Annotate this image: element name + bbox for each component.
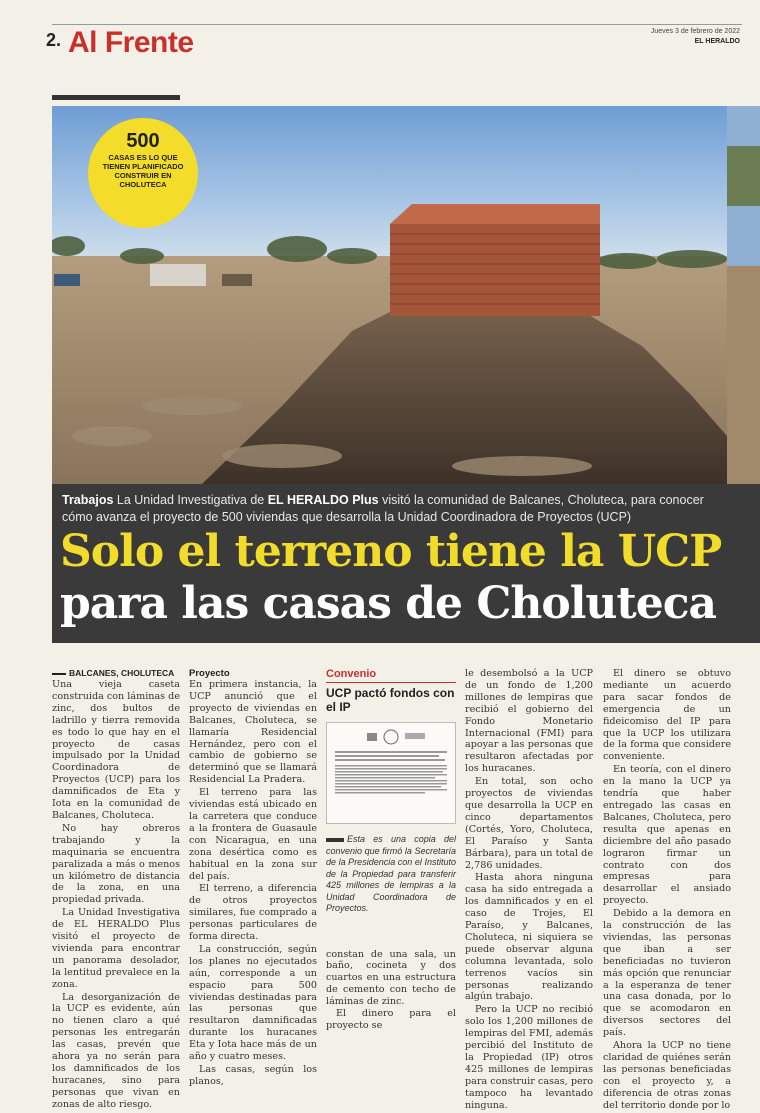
paragraph: El terreno para las viviendas está ubicado en la carretera que conduce a la frontera de Guasaule con Nicaragua, en una zona desértica como es habitual en la zona sur del país. bbox=[189, 787, 317, 882]
sidebar-rule bbox=[326, 682, 456, 683]
section-title: Al Frente bbox=[68, 26, 194, 59]
article-column-4 bbox=[465, 668, 593, 1113]
paragraph: Una vieja caseta construida con láminas de zinc, dos bultos de ladrillo y tierra removida es todo lo que hay en el proyecto de casas impulsado por la Unidad Coordinadora de Proyectos (UCP) para los damnificados de Eta y Iota en la comunidad de Balcanes, Choluteca. bbox=[52, 679, 180, 821]
paragraph: constan de una sala, un baño, cocineta y dos cuartos en una estructura de cemento con techo de láminas de zinc. bbox=[326, 948, 456, 1008]
adjacent-photo-strip bbox=[727, 106, 760, 484]
paragraph: El dinero se obtuvo mediante un acuerdo para sacar fondos de emergencia de un fideicomiso del IP para que la UCP los utilizara de la forma que considere conveniente. bbox=[603, 668, 731, 763]
paragraph: La Unidad Investigativa de EL HERALDO Plus visitó el proyecto de vivienda para encontrar un panorama desolador, la lentitud prevalece en la zona. bbox=[52, 907, 180, 990]
page-number: 2. bbox=[46, 30, 62, 50]
paragraph: Debido a la demora en la construcción de las viviendas, las personas que iban a ser beneficiadas no tuvieron más opción que renunciar a la esperanza de tener una casa donada, por lo que se acomodaron en diversos sectores del país. bbox=[603, 908, 731, 1039]
sidebar-convenio bbox=[326, 668, 456, 1032]
caption-marker bbox=[326, 838, 344, 842]
article-column-2 bbox=[189, 668, 317, 1089]
stat-number: 500 bbox=[126, 130, 160, 152]
paragraph: En teoría, con el dinero en la mano la UCP ya tendría que haber entregado las casas en Balcanes, Choluteca, pero resulta que apenas en diciembre del año pasado lograron firmar un contrato con dos empresas para desarrollar el ansiado proyecto. bbox=[603, 764, 731, 907]
paragraph: Pero la UCP no recibió solo los 1,200 millones de lempiras del FMI, además percibió del Instituto de la Propiedad (IP) otros 425 millones de lempiras para construir casas, pero tampoco ha levantado ninguna. bbox=[465, 1004, 593, 1111]
dateline bbox=[52, 668, 180, 678]
paragraph: No hay obreros trabajando y la maquinaria se encuentra paralizada a más o menos un kilómetro de distancia de la zona, en una propiedad privada. bbox=[52, 822, 180, 906]
header-rule bbox=[52, 24, 742, 25]
sidebar-title: UCP pactó fondos con el IP bbox=[326, 686, 455, 714]
stat-text: CASAS ES LO QUE TIENEN PLANIFICADO CONSTRUIR EN CHOLUTECA bbox=[102, 153, 184, 189]
article-column-1 bbox=[52, 668, 180, 1112]
publication-date: Jueves 3 de febrero de 2022 bbox=[650, 28, 740, 35]
deck-text-b: visitó la comunidad de Balcanes, Choluteca, para conocer cómo avanza el proyecto de 500 viviendas que desarrolla la Unidad Coordinadora de Proyectos (UCP) bbox=[62, 493, 704, 524]
sidebar-caption bbox=[326, 834, 456, 915]
paragraph: Hasta ahora ninguna casa ha sido entregada a los damnificados y en el caso de Trojes, El Paraíso, y Balcanes, Choluteca, ni siquiera se puede observar alguna columna levantada, solo terrenos vacíos sin personas realizando algún trabajo. bbox=[465, 872, 593, 1003]
deck-kicker: Trabajos bbox=[62, 493, 114, 507]
newspaper-name: EL HERALDO bbox=[694, 38, 740, 45]
paragraph: El terreno, a diferencia de otros proyectos similares, fue comprado a personas particulares de forma directa. bbox=[189, 883, 317, 943]
headline-line-2: para las casas de Choluteca bbox=[60, 578, 717, 629]
paragraph: El dinero para el proyecto se bbox=[326, 1008, 456, 1031]
paragraph: Las casas, según los planos, bbox=[189, 1064, 317, 1087]
caption-text: Esta es una copia del convenio que firmó la Secretaría de la Presidencia con el Instituto de la Propiedad para transferir 425 millones de lempiras a la Unidad Coordinadora de Proyectos. bbox=[326, 834, 456, 913]
deck-text bbox=[62, 492, 722, 526]
sidebar-continuation bbox=[326, 949, 456, 1032]
sidebar-kicker: Convenio bbox=[326, 668, 377, 680]
paragraph: Ahora la UCP no tiene claridad de quiénes serán las personas beneficiadas con el proyecto y, a diferencia de otras zonas del territorio donde por lo bbox=[603, 1040, 731, 1111]
paragraph: En total, son ocho proyectos de viviendas que desarrolla la UCP en cinco departamentos (Cortés, Yoro, Choluteca, El Paraíso y Santa Bárbara), para un total de 2,786 unidades. bbox=[465, 776, 593, 871]
dateline-rule bbox=[52, 673, 66, 675]
paragraph: le desembolsó a la UCP de un fondo de 1,200 millones de lempiras que recibió el gobierno del Fondo Monetario Internacional (FMI) para apoyar a las personas que resultaron afectadas por los huracanes. bbox=[465, 668, 593, 775]
subhead-proyecto: Proyecto bbox=[189, 668, 230, 679]
document-image bbox=[326, 722, 456, 824]
paragraph: En primera instancia, la UCP anunció que el proyecto de viviendas en Balcanes, Choluteca, se llamaría Residencial Hernández, pero con el cambio de gobierno se determinó que se llamará Residencial La Pradera. bbox=[189, 679, 317, 786]
paragraph: La construcción, según los planes no ejecutados aún, corresponde a un espacio para 500 viviendas destinadas para las personas que resultaron damnificadas durante los huracanes Eta y Iota hace más de un año y cuatro meses. bbox=[189, 943, 317, 1063]
deck-brand: EL HERALDO Plus bbox=[267, 493, 379, 507]
stat-badge bbox=[88, 118, 198, 228]
section-underline bbox=[52, 95, 180, 100]
headline-line-1: Solo el terreno tiene la UCP bbox=[60, 526, 722, 577]
dateline-text: BALCANES, CHOLUTECA bbox=[69, 668, 175, 678]
article-column-5 bbox=[603, 668, 731, 1113]
paragraph: La desorganización de la UCP es evidente, aún no tienen claro a qué personas les entregarán las casas, prevén que ahora ya no serán para los damnificados de los huracanes, sino para personas que vivan en zonas de alto riesgo. bbox=[52, 991, 180, 1110]
deck-text-a: La Unidad Investigativa de bbox=[116, 493, 265, 507]
